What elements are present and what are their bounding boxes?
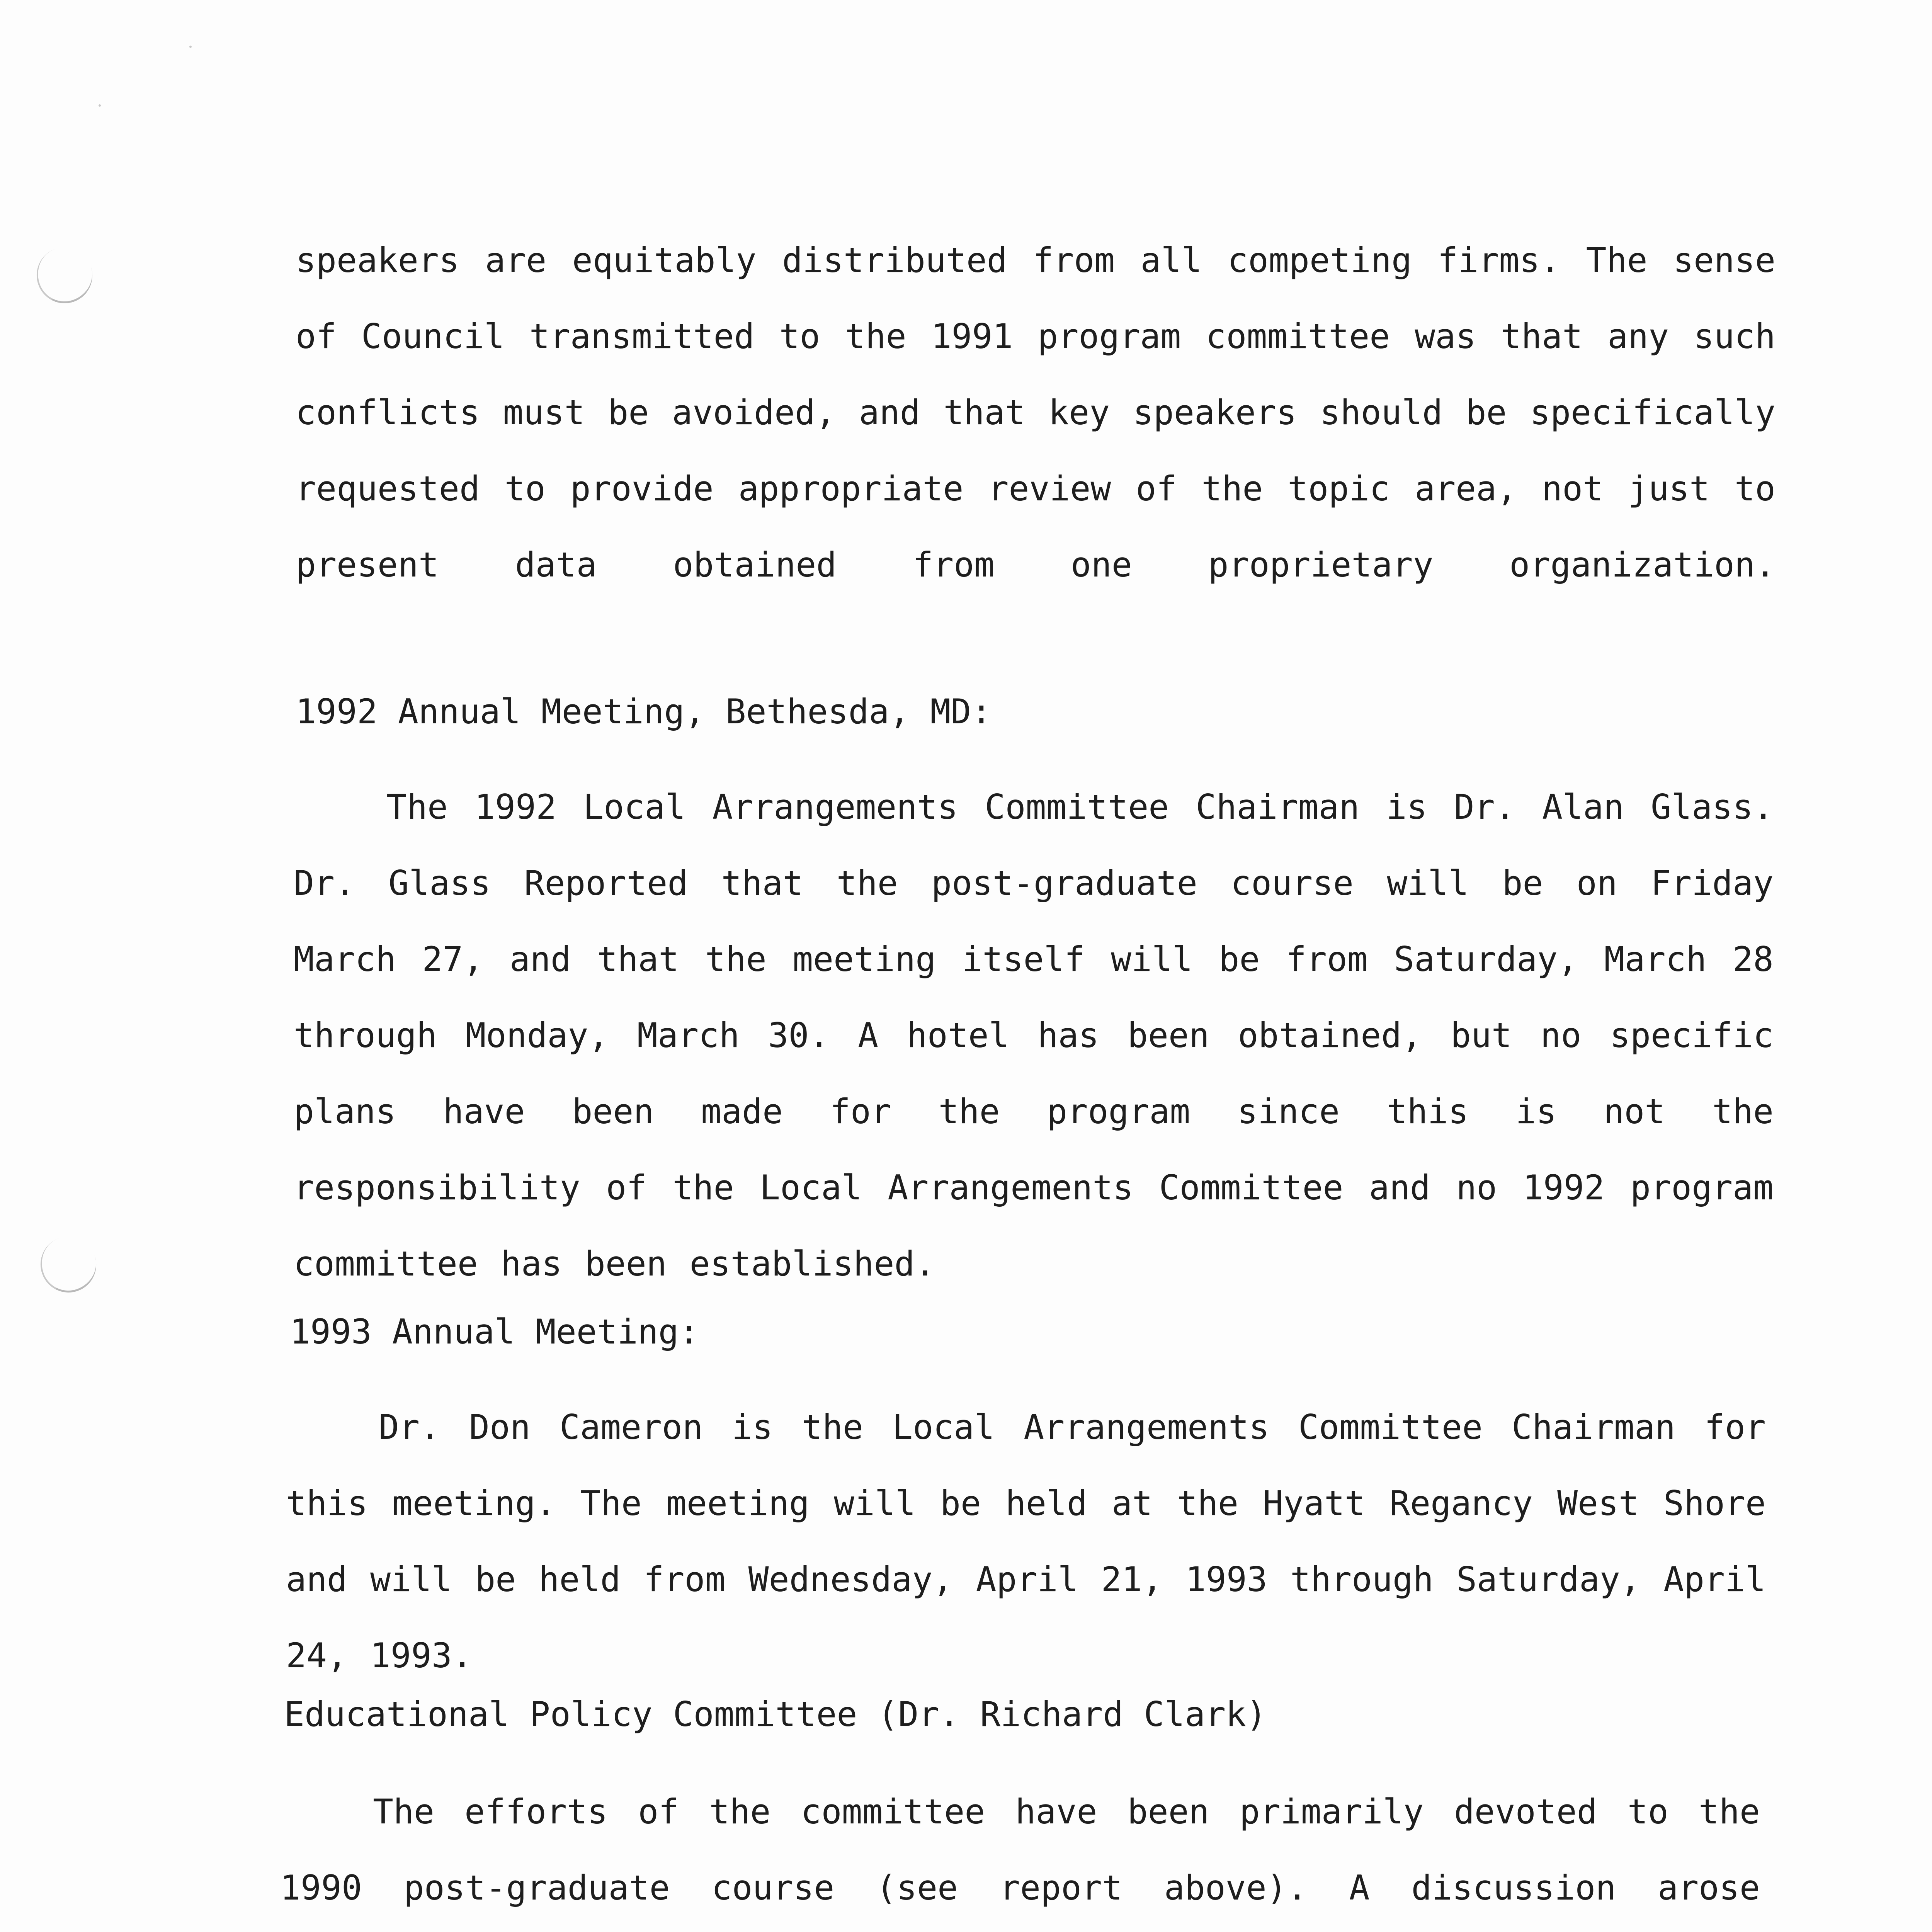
section-body-1992: The 1992 Local Arrangements Committee Chairman is Dr. Alan Glass. Dr. Glass Reported that the post-graduate course will be on Friday March 27, and that the meeting itself will be from Saturday, March 28 through Monday, March 30. A hotel has been obtained, but no specific plans have been made for the program since this is not the responsibility of the Local Arrangements Committee and no 1992 program committee has been established. (294, 787, 1774, 1284)
section-heading-1992: 1992 Annual Meeting, Bethesda, MD: (296, 692, 992, 731)
binder-hole-mark (29, 240, 100, 311)
binder-hole-mark (33, 1229, 104, 1301)
section-heading-educational-policy: Educational Policy Committee (Dr. Richard Clark) (284, 1694, 1267, 1734)
scan-speck (189, 46, 192, 48)
scan-speck (99, 104, 101, 107)
section-body-1993: Dr. Don Cameron is the Local Arrangements Committee Chairman for this meeting. The meeting will be held at the Hyatt Regancy West Shore and will be held from Wednesday, April 21, 1993 through Saturday, April 24, 1993. (286, 1407, 1766, 1675)
section-heading-1993: 1993 Annual Meeting: (290, 1312, 699, 1352)
section-body-educational-policy: The efforts of the committee have been primarily devoted to the 1990 post-graduate course (see report above). A discussion arose (280, 1792, 1760, 1908)
paragraph-continuation: speakers are equitably distributed from all competing firms. The sense of Council transmitted to the 1991 program committee was that any such conflicts must be avoided, and that key speakers should be specifically requested to provide appropriate review of the topic area, not just to present data obtained from one proprietary organization. (296, 240, 1776, 585)
